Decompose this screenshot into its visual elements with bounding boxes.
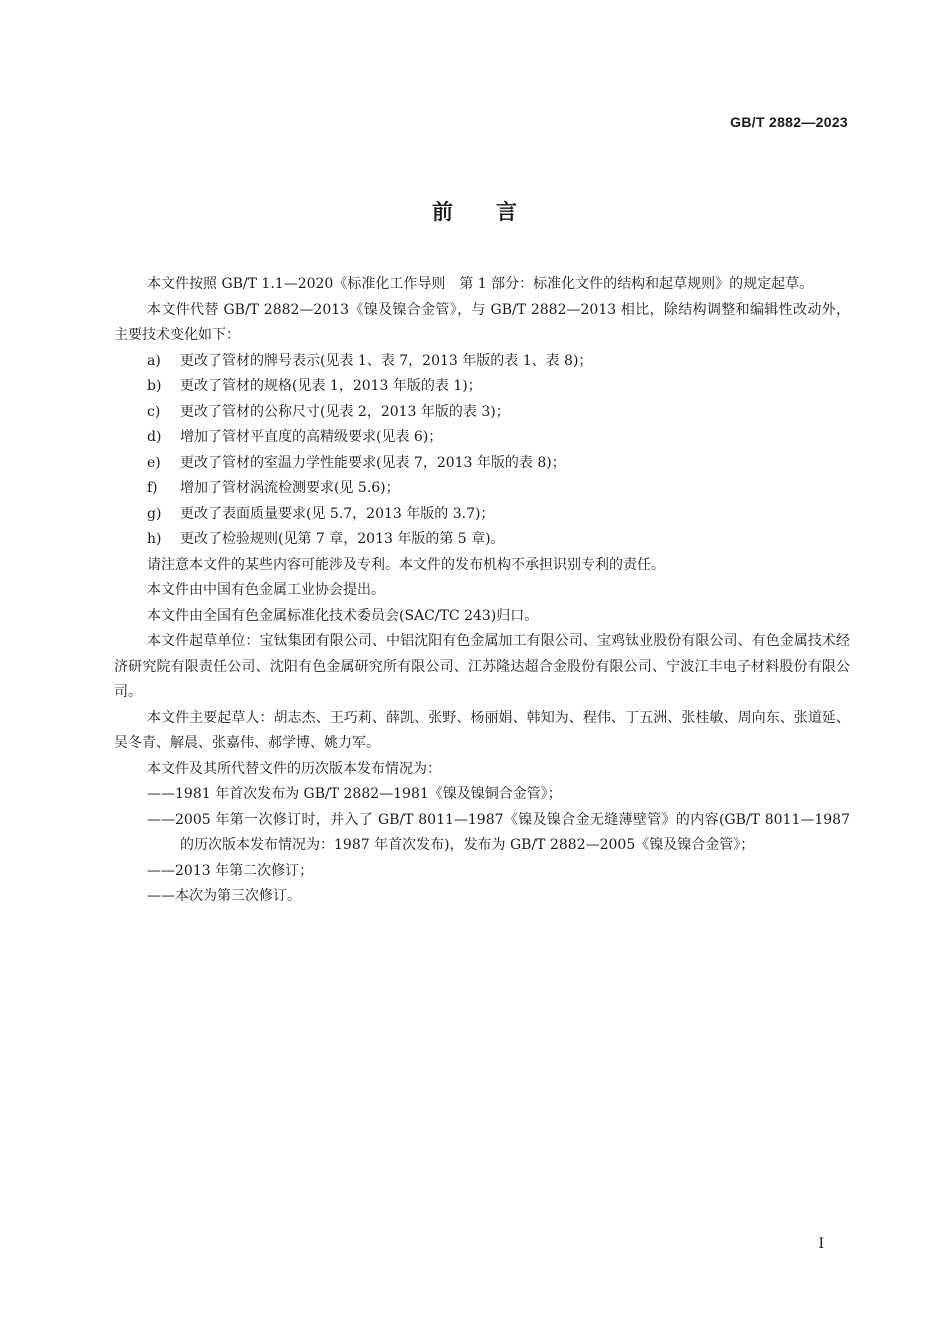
item-text: 更改了表面质量要求(见 5.7，2013 年版的 3.7)； xyxy=(180,505,495,522)
item-mark: f) xyxy=(147,480,158,496)
title-char-2: 言 xyxy=(496,200,518,224)
paragraph-drafting-units: 本文件起草单位：宝钛集团有限公司、中铝沈阳有色金属加工有限公司、宝鸡钛业股份有限公司、有色金属技术经济研究院有限责任公司、沈阳有色金属研究所有限公司、江苏隆达超合金股份有限公司、宁波江丰电子材料股份有限公司。 xyxy=(114,633,850,700)
change-item-g xyxy=(114,502,850,528)
change-item-h xyxy=(114,527,850,553)
item-text: 更改了管材的公称尺寸(见表 2，2013 年版的表 3)； xyxy=(180,403,510,420)
item-mark: d) xyxy=(147,429,162,445)
foreword-body xyxy=(114,272,850,910)
change-item-b xyxy=(114,374,850,400)
paragraph-replacement: 本文件代替 GB/T 2882—2013《镍及镍合金管》，与 GB/T 2882—2013 相比，除结构调整和编辑性改动外，主要技术变化如下： xyxy=(114,301,850,343)
item-text: 更改了检验规则(见第 7 章，2013 年版的第 5 章)。 xyxy=(180,531,505,547)
page-number: I xyxy=(818,1236,824,1252)
item-text: 更改了管材的规格(见表 1，2013 年版的表 1)； xyxy=(180,378,482,394)
paragraph-drafters: 本文件主要起草人：胡志杰、王巧莉、薛凯、张野、杨丽娟、韩知为、程伟、丁五洲、张桂敏、周向东、张道延、吴冬青、解晨、张嘉伟、郝学博、姚力军。 xyxy=(114,709,850,751)
item-mark: b) xyxy=(147,378,162,394)
paragraph-proposer: 本文件由中国有色金属工业协会提出。 xyxy=(147,582,385,598)
standard-code: GB/T 2882—2023 xyxy=(730,114,848,130)
title-char-1: 前 xyxy=(432,200,454,224)
paragraph-technical-committee: 本文件由全国有色金属标准化技术委员会(SAC/TC 243)归口。 xyxy=(147,607,539,624)
change-item-a xyxy=(114,349,850,375)
item-text: 增加了管材平直度的高精级要求(见表 6)； xyxy=(180,429,443,445)
item-mark: g) xyxy=(147,505,162,522)
change-item-f xyxy=(114,476,850,502)
change-item-e xyxy=(114,451,850,477)
page-title xyxy=(0,196,950,226)
history-item: ——1981 年首次发布为 GB/T 2882—1981《镍及镍铜合金管》； xyxy=(147,786,562,802)
paragraph-drafting-rules: 本文件按照 GB/T 1.1—2020《标准化工作导则 第 1 部分：标准化文件的结构和起草规则》的规定起草。 xyxy=(147,276,814,292)
item-mark: e) xyxy=(147,454,161,471)
history-item: ——本次为第三次修订。 xyxy=(147,888,301,904)
history-item: ——2005 年第一次修订时，并入了 GB/T 8011—1987《镍及镍合金无缝薄壁管》的内容(GB/T 8011—1987 的历次版本发布情况为：1987 年首次发布)，发布为 GB/T 2882—2005《镍及镍合金管》； xyxy=(147,811,850,853)
item-mark: a) xyxy=(147,352,161,369)
paragraph-history-intro: 本文件及其所代替文件的历次版本发布情况为： xyxy=(147,760,441,777)
item-mark: h) xyxy=(147,531,162,547)
item-text: 增加了管材涡流检测要求(见 5.6)； xyxy=(180,480,400,496)
paragraph-patent-notice: 请注意本文件的某些内容可能涉及专利。本文件的发布机构不承担识别专利的责任。 xyxy=(147,556,665,573)
change-item-d xyxy=(114,425,850,451)
history-item: ——2013 年第二次修订； xyxy=(147,862,314,879)
item-mark: c) xyxy=(147,403,161,420)
item-text: 更改了管材的室温力学性能要求(见表 7，2013 年版的表 8)； xyxy=(180,454,566,471)
change-item-c xyxy=(114,400,850,426)
item-text: 更改了管材的牌号表示(见表 1、表 7，2013 年版的表 1、表 8)； xyxy=(180,352,593,369)
